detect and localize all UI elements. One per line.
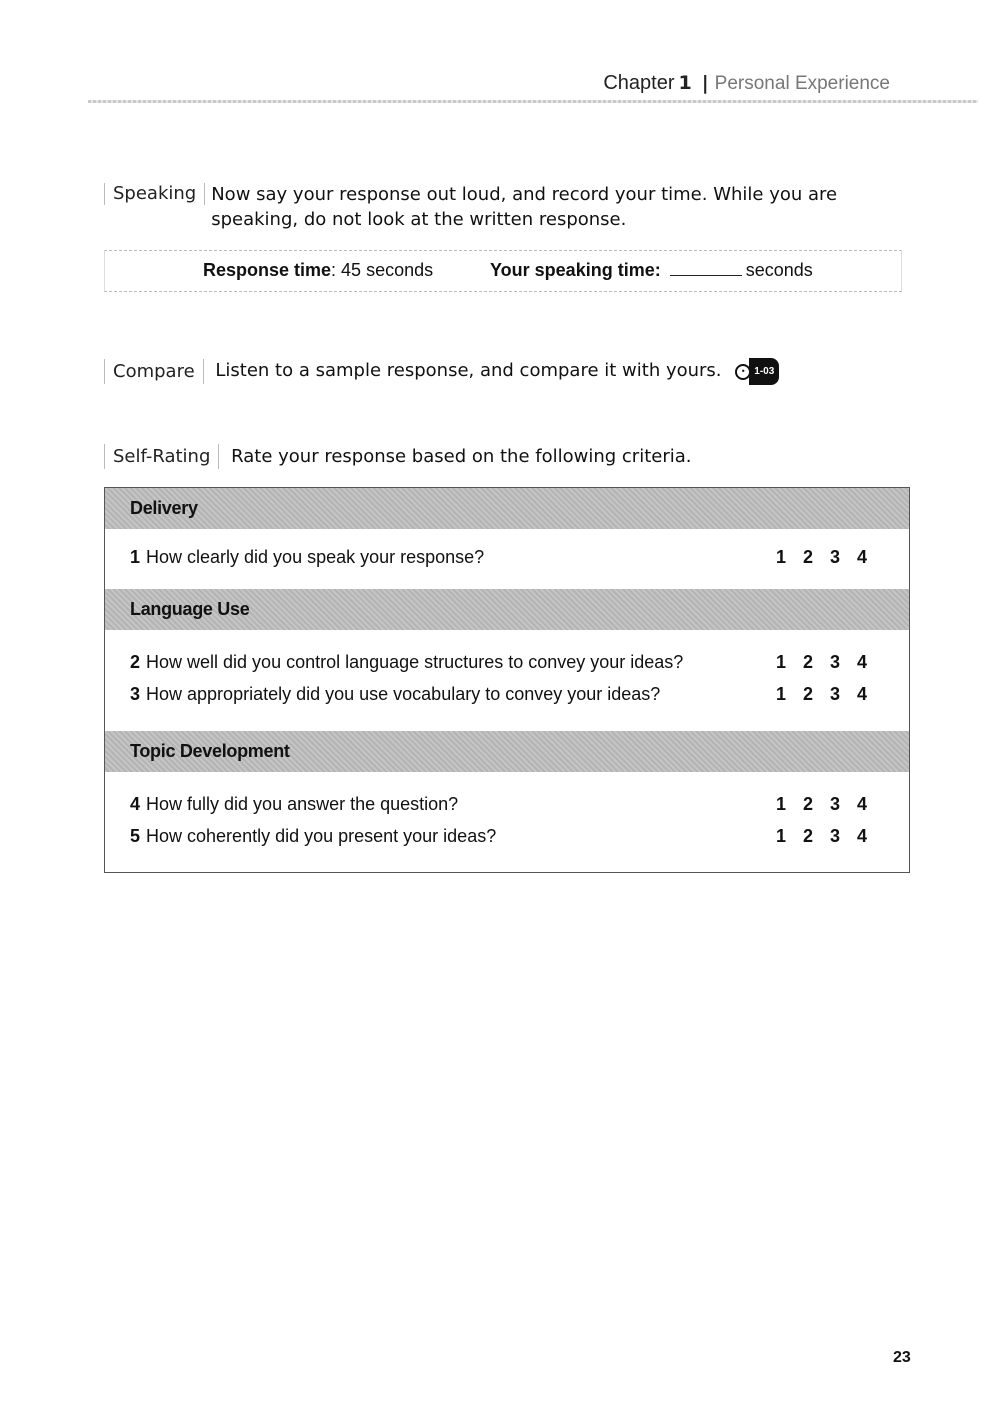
- question-text: How coherently did you present your ideas?: [146, 826, 497, 846]
- question: [130, 652, 683, 673]
- question-text: How appropriately did you use vocabulary to convey your ideas?: [146, 684, 661, 704]
- question-number: 3: [130, 684, 141, 704]
- page-number: 23: [893, 1349, 911, 1366]
- timing-box: [104, 250, 902, 292]
- response-time: [203, 260, 433, 281]
- question-text: How well did you control language structures to convey your ideas?: [146, 652, 684, 672]
- category-delivery: [105, 488, 909, 529]
- rating-scale[interactable]: 1 2 3 4: [775, 826, 873, 846]
- rating-scale[interactable]: 1 2 3 4: [775, 547, 873, 567]
- question-number: 5: [130, 826, 141, 846]
- question-text: How clearly did you speak your response?: [146, 547, 485, 567]
- rating-scale[interactable]: 1 2 3 4: [775, 652, 873, 672]
- speaking-section: [104, 182, 914, 232]
- category-topic-development: [105, 731, 909, 772]
- response-time-value: : 45 seconds: [331, 260, 434, 280]
- your-time-unit: seconds: [745, 260, 813, 280]
- question-number: 4: [130, 794, 141, 814]
- question: [130, 826, 496, 847]
- category-language-use: [105, 589, 909, 630]
- self-rating-instructions: Rate your response based on the following criteria.: [231, 446, 692, 467]
- rating-table: [104, 487, 910, 873]
- header-separator: |: [701, 72, 709, 94]
- response-time-label: Response time: [203, 260, 332, 280]
- rating-row: [105, 680, 909, 710]
- category-title: Language Use: [130, 599, 250, 619]
- question: [130, 794, 458, 815]
- question-number: 2: [130, 652, 141, 672]
- compare-instructions: Listen to a sample response, and compare it with yours.: [215, 360, 722, 381]
- category-title: Topic Development: [130, 741, 290, 761]
- compare-section: [104, 358, 779, 385]
- question: [130, 547, 484, 568]
- rating-row: [105, 648, 909, 678]
- running-header: [603, 72, 890, 95]
- audio-track-number: 1-03: [749, 358, 779, 385]
- question-text: How fully did you answer the question?: [146, 794, 459, 814]
- question-number: 1: [130, 547, 141, 567]
- your-time-blank[interactable]: [670, 261, 742, 276]
- audio-track-icon[interactable]: [735, 358, 779, 385]
- category-title: Delivery: [130, 498, 198, 518]
- compare-tag: Compare: [104, 359, 204, 384]
- chapter-word: Chapter: [603, 72, 675, 94]
- rating-scale[interactable]: 1 2 3 4: [775, 794, 873, 814]
- self-rating-tag: Self-Rating: [104, 444, 219, 469]
- self-rating-section: [104, 444, 691, 469]
- speaking-tag: Speaking: [104, 183, 205, 205]
- speaking-instructions: Now say your response out loud, and record your time. While you are speaking, do not look at the written response.: [211, 184, 838, 230]
- header-rule: [88, 100, 978, 103]
- rating-row: [105, 543, 909, 573]
- chapter-subtitle: Personal Experience: [714, 73, 890, 94]
- chapter-number: 1: [678, 72, 692, 94]
- question: [130, 684, 660, 705]
- rating-scale[interactable]: 1 2 3 4: [775, 684, 873, 704]
- rating-row: [105, 790, 909, 820]
- your-time-label: Your speaking time:: [490, 260, 661, 280]
- your-speaking-time: [490, 260, 813, 281]
- cd-disc-icon: •: [735, 364, 751, 380]
- rating-row: [105, 822, 909, 852]
